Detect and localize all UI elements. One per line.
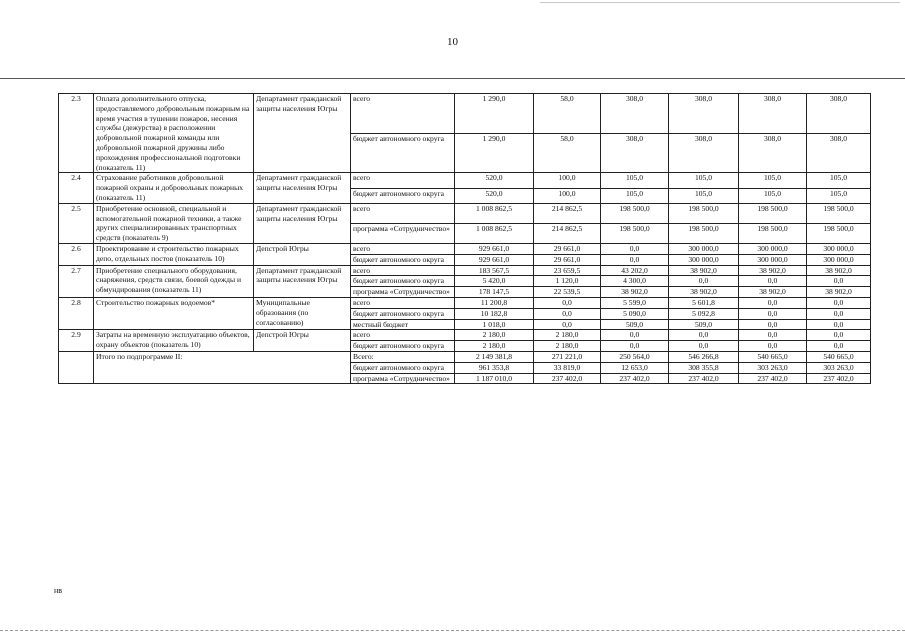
amount-cell: 1 018,0 <box>455 319 534 330</box>
amount-cell: 929 661,0 <box>455 254 534 265</box>
amount-cell: 11 200,8 <box>455 297 534 308</box>
row-number: 2.4 <box>59 173 94 203</box>
activity-name: Оплата дополнительного отпуска, предоставляемого добровольным пожарным на время участия в тушении пожаров, несения службы (дежурства) в расположении добровольной пожарной команды или добровольной пожарной дружины либо прохождения профессиональной подготовки (показатель 11) <box>94 94 254 173</box>
amount-cell: 58,0 <box>534 133 601 173</box>
amount-cell: 303 263,0 <box>739 362 807 373</box>
amount-cell: 237 402,0 <box>534 373 601 384</box>
amount-cell: 520,0 <box>455 188 534 203</box>
amount-cell: 10 182,8 <box>455 308 534 319</box>
funding-source: всего <box>351 203 455 223</box>
amount-cell: 12 653,0 <box>601 362 669 373</box>
amount-cell: 0,0 <box>534 297 601 308</box>
funding-source: бюджет автономного округа <box>351 362 455 373</box>
executor: Департамент гражданской защиты населения Югры <box>254 265 351 297</box>
funding-source: всего <box>351 173 455 188</box>
executor: Департамент гражданской защиты населения Югры <box>254 94 351 173</box>
amount-cell: 198 500,0 <box>807 203 871 223</box>
amount-cell: 303 263,0 <box>807 362 871 373</box>
amount-cell: 308,0 <box>601 133 669 173</box>
amount-cell: 105,0 <box>601 173 669 188</box>
amount-cell: 214 862,5 <box>534 223 601 243</box>
activity-name: Проектирование и строительство пожарных депо, отдельных постов (показатель 10) <box>94 243 254 265</box>
executor: Депстрой Югры <box>254 330 351 352</box>
row-number: 2.3 <box>59 94 94 173</box>
funding-source: всего <box>351 297 455 308</box>
funding-source: программа «Сотрудничество» <box>351 373 455 384</box>
amount-cell: 0,0 <box>807 319 871 330</box>
table-row <box>59 203 871 223</box>
amount-cell: 1 120,0 <box>534 276 601 287</box>
table-row <box>59 297 871 308</box>
amount-cell: 308,0 <box>669 94 739 134</box>
scan-edge-line <box>540 2 900 3</box>
amount-cell: 198 500,0 <box>601 223 669 243</box>
executor: Муниципальные образования (по согласованию) <box>254 297 351 329</box>
amount-cell: 509,0 <box>669 319 739 330</box>
budget-table <box>58 93 871 384</box>
funding-source: бюджет автономного округа <box>351 254 455 265</box>
amount-cell: 105,0 <box>601 188 669 203</box>
amount-cell: 23 659,5 <box>534 265 601 276</box>
amount-cell: 0,0 <box>807 297 871 308</box>
table-row <box>59 330 871 341</box>
amount-cell: 929 661,0 <box>455 243 534 254</box>
amount-cell: 33 819,0 <box>534 362 601 373</box>
amount-cell: 0,0 <box>739 341 807 352</box>
amount-cell: 105,0 <box>807 188 871 203</box>
amount-cell: 308,0 <box>739 94 807 134</box>
amount-cell: 198 500,0 <box>669 223 739 243</box>
amount-cell: 2 180,0 <box>455 330 534 341</box>
amount-cell: 308 355,8 <box>669 362 739 373</box>
amount-cell: 0,0 <box>669 330 739 341</box>
row-number: 2.7 <box>59 265 94 297</box>
amount-cell: 0,0 <box>807 308 871 319</box>
amount-cell: 1 187 010,0 <box>455 373 534 384</box>
amount-cell: 105,0 <box>669 188 739 203</box>
amount-cell: 237 402,0 <box>669 373 739 384</box>
amount-cell: 198 500,0 <box>669 203 739 223</box>
activity-name: Страхование работников добровольной пожарной охраны и добровольных пожарных (показатель 11) <box>94 173 254 203</box>
executor: Департамент гражданской защиты населения Югры <box>254 203 351 243</box>
amount-cell: 308,0 <box>807 133 871 173</box>
amount-cell: 2 149 381,8 <box>455 351 534 362</box>
activity-name: Приобретение основной, специальной и вспомогательной пожарной техники, а также других специализированных транспортных средств (показатель 9) <box>94 203 254 243</box>
amount-cell: 1 290,0 <box>455 94 534 134</box>
executor: Департамент гражданской защиты населения Югры <box>254 173 351 203</box>
amount-cell: 0,0 <box>534 319 601 330</box>
amount-cell: 100,0 <box>534 173 601 188</box>
amount-cell: 0,0 <box>739 319 807 330</box>
amount-cell: 0,0 <box>807 276 871 287</box>
amount-cell: 2 180,0 <box>534 330 601 341</box>
amount-cell: 198 500,0 <box>739 203 807 223</box>
amount-cell: 0,0 <box>669 276 739 287</box>
amount-cell: 38 902,0 <box>807 265 871 276</box>
amount-cell: 308,0 <box>739 133 807 173</box>
amount-cell: 0,0 <box>601 254 669 265</box>
funding-source: бюджет автономного округа <box>351 341 455 352</box>
amount-cell: 38 902,0 <box>807 287 871 298</box>
amount-cell: 2 180,0 <box>455 341 534 352</box>
amount-cell: 105,0 <box>739 173 807 188</box>
funding-source: программа «Сотрудничество» <box>351 223 455 243</box>
amount-cell: 271 221,0 <box>534 351 601 362</box>
amount-cell: 178 147,5 <box>455 287 534 298</box>
activity-name: Затраты на временную эксплуатацию объектов, охрану объектов (показатель 10) <box>94 330 254 352</box>
amount-cell: 198 500,0 <box>739 223 807 243</box>
amount-cell: 29 661,0 <box>534 243 601 254</box>
amount-cell: 1 008 862,5 <box>455 203 534 223</box>
amount-cell: 105,0 <box>739 188 807 203</box>
table-row <box>59 94 871 134</box>
amount-cell: 300 000,0 <box>739 254 807 265</box>
amount-cell: 237 402,0 <box>739 373 807 384</box>
amount-cell: 250 564,0 <box>601 351 669 362</box>
amount-cell: 509,0 <box>601 319 669 330</box>
amount-cell: 0,0 <box>739 308 807 319</box>
amount-cell: 520,0 <box>455 173 534 188</box>
amount-cell: 0,0 <box>669 341 739 352</box>
row-number: 2.8 <box>59 297 94 329</box>
row-number: 2.9 <box>59 330 94 352</box>
funding-source: всего <box>351 265 455 276</box>
funding-source: всего <box>351 243 455 254</box>
amount-cell: 5 599,0 <box>601 297 669 308</box>
amount-cell: 2 180,0 <box>534 341 601 352</box>
bottom-rule <box>0 630 905 631</box>
funding-source: бюджет автономного округа <box>351 308 455 319</box>
amount-cell: 300 000,0 <box>807 243 871 254</box>
amount-cell: 0,0 <box>534 308 601 319</box>
amount-cell: 237 402,0 <box>601 373 669 384</box>
budget-table-body <box>59 94 871 384</box>
amount-cell: 4 300,0 <box>601 276 669 287</box>
amount-cell: 198 500,0 <box>601 203 669 223</box>
amount-cell: 22 539,5 <box>534 287 601 298</box>
amount-cell: 5 092,8 <box>669 308 739 319</box>
row-number: 2.5 <box>59 203 94 243</box>
page-number: 10 <box>447 36 458 48</box>
amount-cell: 38 902,0 <box>739 265 807 276</box>
amount-cell: 38 902,0 <box>739 287 807 298</box>
amount-cell: 38 902,0 <box>669 265 739 276</box>
table-row <box>59 265 871 276</box>
total-row <box>59 351 871 362</box>
amount-cell: 58,0 <box>534 94 601 134</box>
amount-cell: 38 902,0 <box>669 287 739 298</box>
amount-cell: 1 008 862,5 <box>455 223 534 243</box>
amount-cell: 308,0 <box>669 133 739 173</box>
amount-cell: 105,0 <box>669 173 739 188</box>
amount-cell: 0,0 <box>739 330 807 341</box>
amount-cell: 198 500,0 <box>807 223 871 243</box>
amount-cell: 43 202,0 <box>601 265 669 276</box>
total-label: Итого по подпрограмме II: <box>94 351 351 383</box>
amount-cell: 0,0 <box>807 330 871 341</box>
funding-source: местный бюджет <box>351 319 455 330</box>
amount-cell: 5 420,0 <box>455 276 534 287</box>
amount-cell: 5 601,8 <box>669 297 739 308</box>
amount-cell: 5 090,0 <box>601 308 669 319</box>
amount-cell: 0,0 <box>739 276 807 287</box>
row-number: 2.6 <box>59 243 94 265</box>
activity-name: Приобретение специального оборудования, снаряжения, средств связи, боевой одежды и обмундирования (показатель 11) <box>94 265 254 297</box>
table-row <box>59 243 871 254</box>
activity-name: Строительство пожарных водоемов* <box>94 297 254 329</box>
amount-cell: 1 290,0 <box>455 133 534 173</box>
amount-cell: 38 902,0 <box>601 287 669 298</box>
amount-cell: 540 665,0 <box>807 351 871 362</box>
amount-cell: 237 402,0 <box>807 373 871 384</box>
amount-cell: 0,0 <box>601 341 669 352</box>
funding-source: всего <box>351 94 455 134</box>
amount-cell: 546 266,8 <box>669 351 739 362</box>
executor: Депстрой Югры <box>254 243 351 265</box>
amount-cell: 300 000,0 <box>669 254 739 265</box>
amount-cell: 100,0 <box>534 188 601 203</box>
amount-cell: 0,0 <box>601 243 669 254</box>
amount-cell: 105,0 <box>807 173 871 188</box>
funding-source: бюджет автономного округа <box>351 276 455 287</box>
funding-source: программа «Сотрудничество» <box>351 287 455 298</box>
funding-source: всего <box>351 330 455 341</box>
amount-cell: 29 661,0 <box>534 254 601 265</box>
amount-cell: 0,0 <box>601 330 669 341</box>
amount-cell: 214 862,5 <box>534 203 601 223</box>
amount-cell: 0,0 <box>807 341 871 352</box>
amount-cell: 300 000,0 <box>807 254 871 265</box>
amount-cell: 183 567,5 <box>455 265 534 276</box>
amount-cell: 300 000,0 <box>739 243 807 254</box>
amount-cell: 300 000,0 <box>669 243 739 254</box>
funding-source: Всего: <box>351 351 455 362</box>
amount-cell: 308,0 <box>807 94 871 134</box>
funding-source: бюджет автономного округа <box>351 133 455 173</box>
amount-cell: 540 665,0 <box>739 351 807 362</box>
amount-cell: 0,0 <box>739 297 807 308</box>
amount-cell: 961 353,8 <box>455 362 534 373</box>
amount-cell: 308,0 <box>601 94 669 134</box>
funding-source: бюджет автономного округа <box>351 188 455 203</box>
total-spacer <box>59 351 94 383</box>
corner-mark: нв <box>54 586 63 595</box>
table-row <box>59 173 871 188</box>
header-rule <box>0 78 905 79</box>
